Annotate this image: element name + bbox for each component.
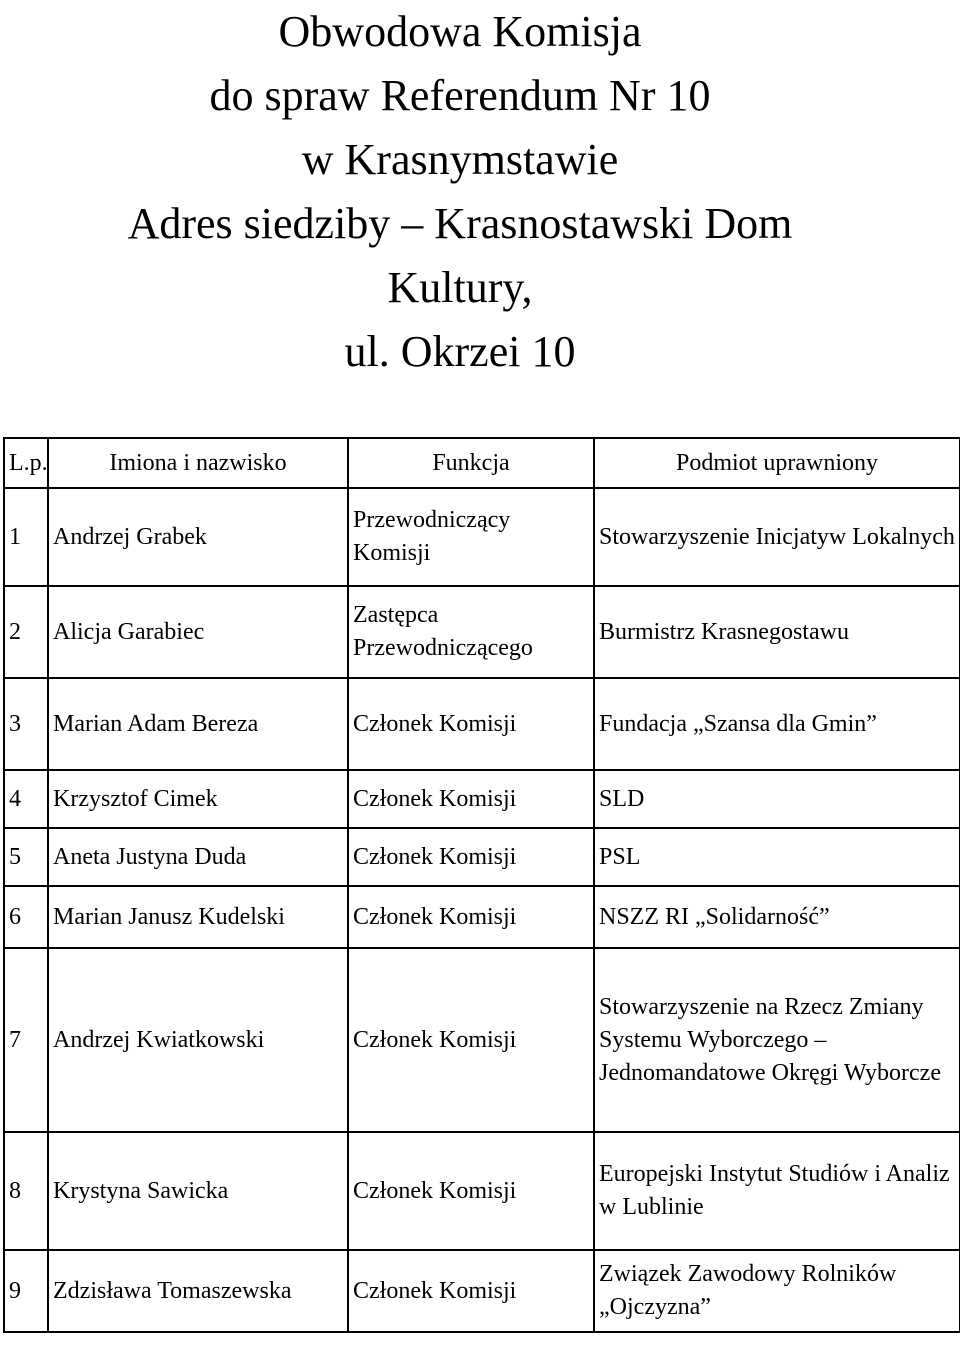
row-number: 6 [4, 886, 48, 948]
member-entity: Burmistrz Krasnegostawu [594, 586, 960, 678]
member-function: Członek Komisji [348, 678, 594, 770]
title-line: ul. Okrzei 10 [344, 327, 576, 376]
member-name: Marian Janusz Kudelski [48, 886, 348, 948]
title-line: Adres siedziby – Krasnostawski Dom [127, 199, 793, 248]
member-entity: NSZZ RI „Solidarność” [594, 886, 960, 948]
row-number: 5 [4, 828, 48, 886]
row-number: 1 [4, 488, 48, 586]
row-number: 3 [4, 678, 48, 770]
page-title [0, 0, 920, 384]
table-row [4, 678, 960, 770]
row-number: 9 [4, 1250, 48, 1332]
member-name: Marian Adam Bereza [48, 678, 348, 770]
table-row [4, 586, 960, 678]
member-name: Andrzej Grabek [48, 488, 348, 586]
header-name: Imiona i nazwisko [48, 438, 348, 488]
header-function: Funkcja [348, 438, 594, 488]
title-line: Kultury, [387, 263, 533, 312]
member-function: Zastępca Przewodniczącego [348, 586, 594, 678]
member-name: Alicja Garabiec [48, 586, 348, 678]
member-function: Członek Komisji [348, 948, 594, 1132]
member-function: Przewodniczący Komisji [348, 488, 594, 586]
member-entity: SLD [594, 770, 960, 828]
row-number: 4 [4, 770, 48, 828]
table-row [4, 948, 960, 1132]
member-name: Krystyna Sawicka [48, 1132, 348, 1250]
table-row [4, 770, 960, 828]
member-name: Aneta Justyna Duda [48, 828, 348, 886]
row-number: 2 [4, 586, 48, 678]
members-table [3, 437, 960, 1333]
header-lp: L.p. [4, 438, 48, 488]
table-row [4, 1132, 960, 1250]
member-entity: Stowarzyszenie Inicjatyw Lokalnych [594, 488, 960, 586]
member-entity: Związek Zawodowy Rolników „Ojczyzna” [594, 1250, 960, 1332]
title-line: w Krasnymstawie [301, 135, 619, 184]
table-row [4, 886, 960, 948]
member-function: Członek Komisji [348, 1132, 594, 1250]
row-number: 7 [4, 948, 48, 1132]
row-number: 8 [4, 1132, 48, 1250]
member-function: Członek Komisji [348, 770, 594, 828]
table-row [4, 828, 960, 886]
member-function: Członek Komisji [348, 1250, 594, 1332]
member-entity: Fundacja „Szansa dla Gmin” [594, 678, 960, 770]
member-entity: PSL [594, 828, 960, 886]
title-line: do spraw Referendum Nr 10 [209, 71, 711, 120]
table-row [4, 488, 960, 586]
header-entity: Podmiot uprawniony [594, 438, 960, 488]
member-entity: Europejski Instytut Studiów i Analiz w Lublinie [594, 1132, 960, 1250]
member-name: Krzysztof Cimek [48, 770, 348, 828]
member-name: Zdzisława Tomaszewska [48, 1250, 348, 1332]
member-entity: Stowarzyszenie na Rzecz Zmiany Systemu Wyborczego – Jednomandatowe Okręgi Wyborcze [594, 948, 960, 1132]
member-function: Członek Komisji [348, 828, 594, 886]
member-name: Andrzej Kwiatkowski [48, 948, 348, 1132]
table-row [4, 1250, 960, 1332]
member-function: Członek Komisji [348, 886, 594, 948]
table-header-row [4, 438, 960, 488]
title-line: Obwodowa Komisja [278, 7, 642, 56]
